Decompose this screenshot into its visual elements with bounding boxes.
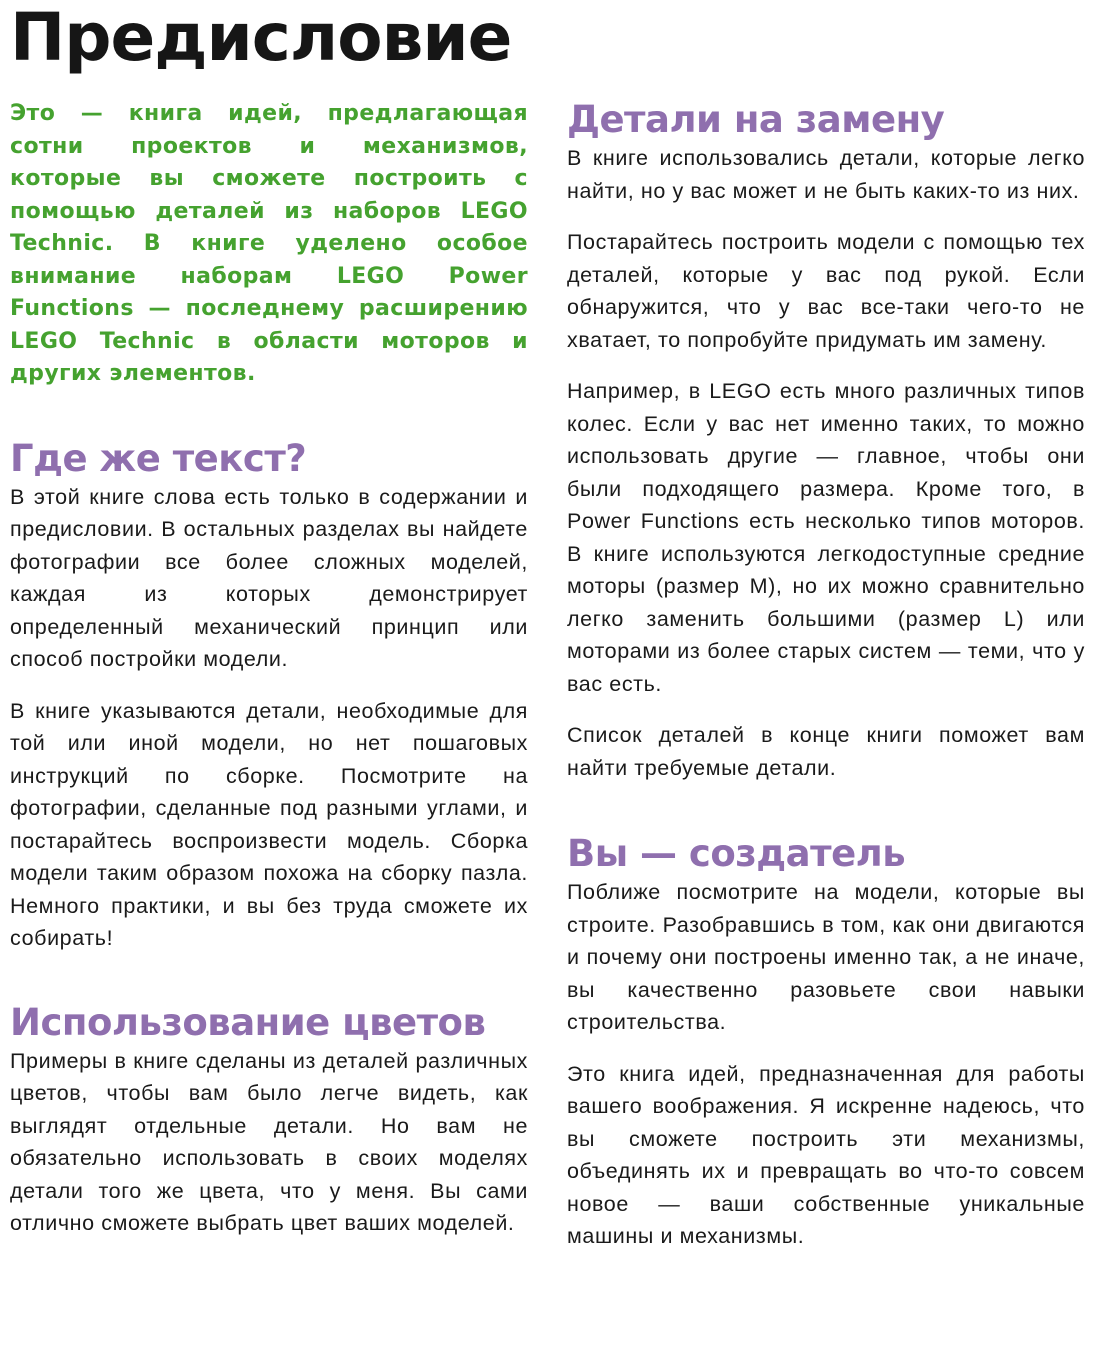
intro-paragraph: Это — книга идей, предлагающая сотни проектов и механизмов, которые вы сможете построить с помощью деталей из наборов LEGO Technic. В книге уделено особое внимание наборам LEGO Power Functions — последнему расширению LEGO Technic в области моторов и других элементов. [10, 101, 528, 386]
section-heading: Детали на замену [567, 98, 945, 141]
section-heading: Использование цветов [10, 1000, 486, 1044]
page-title: Предисловие [10, 0, 512, 76]
body-paragraph: В книге использовались детали, которые легко найти, но у вас может и не быть каких-то из них. [567, 146, 1085, 203]
section-use-of-colors [10, 1001, 528, 1240]
section-where-is-text [10, 437, 528, 955]
body-paragraph: Примеры в книге сделаны из деталей различных цветов, чтобы вам было легче видеть, как выглядят отдельные детали. Но вам не обязательно использовать в своих моделях детали того же цвета, что у меня. Вы сами отлично сможете выбрать цвет ваших моделей. [10, 1048, 528, 1235]
body-paragraph: Список деталей в конце книги поможет вам найти требуемые детали. [567, 723, 1085, 780]
body-paragraph: Это книга идей, предназначенная для работы вашего воображения. Я искренне надеюсь, что вы сможете построить эти механизмы, объединять их и превращать во что-то совсем новое — ваши собственные уникальные машины и механизмы. [567, 1061, 1085, 1248]
body-paragraph: В этой книге слова есть только в содержании и предисловии. В остальных разделах вы найдете фотографии все более сложных моделей, каждая из которых демонстрирует определенный механический принцип или способ постройки модели. [10, 484, 528, 671]
body-paragraph: Поближе посмотрите на модели, которые вы строите. Разобравшись в том, как они двигаются и почему они построены именно так, а не иначе, вы качественно разовьете свои навыки строительства. [567, 880, 1085, 1034]
section-heading: Вы — создатель [567, 832, 906, 875]
body-paragraph: Например, в LEGO есть много различных типов колес. Если у вас нет именно таких, то можно использовать другие — главное, чтобы они были подходящего размера. Кроме того, в Power Functions есть несколько типов моторов. В книге используются легкодоступные средние моторы (размер M), но их можно сравнительно легко заменить большими (размер L) или моторами из более старых систем — теми, что у вас есть. [567, 379, 1085, 696]
left-column [10, 98, 528, 1240]
section-heading: Где же текст? [10, 436, 307, 480]
body-paragraph: Постарайтесь построить модели с помощью тех деталей, которые у вас под рукой. Если обнаружится, что у вас все-таки чего-то не хватает, то попробуйте придумать им замену. [567, 230, 1085, 352]
section-replacement-parts [567, 98, 1085, 784]
right-column [567, 98, 1085, 1253]
section-you-are-creator [567, 832, 1085, 1253]
body-paragraph: В книге указываются детали, необходимые для той или иной модели, но нет пошаговых инструкций по сборке. Посмотрите на фотографии, сделанные под разными углами, и постарайтесь воспроизвести модель. Сборка модели таким образом похожа на сборку пазла. Немного практики, и вы без труда сможете их собирать! [10, 698, 528, 950]
